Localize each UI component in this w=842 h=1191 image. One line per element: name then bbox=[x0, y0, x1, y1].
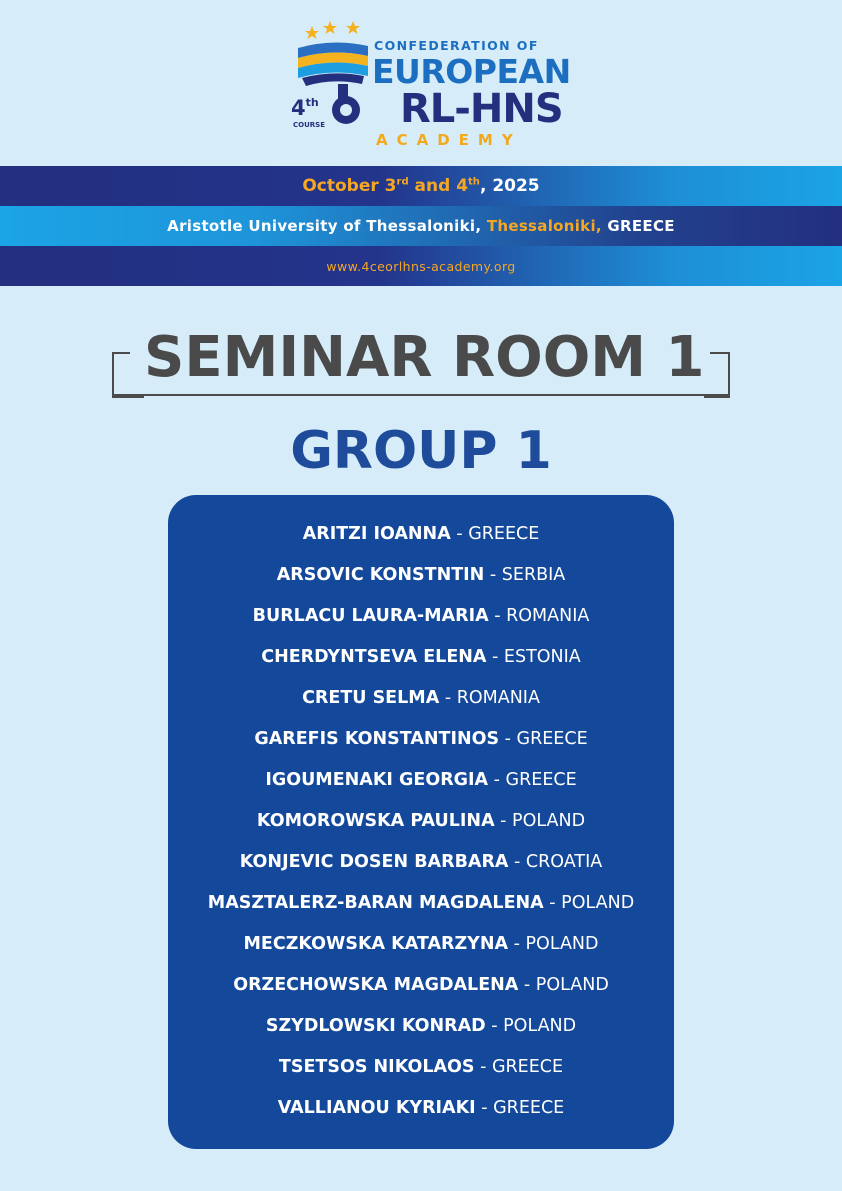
group-title: GROUP 1 bbox=[290, 421, 552, 481]
logo-course-label: COURSE bbox=[293, 121, 325, 129]
participant-country: - ROMANIA bbox=[488, 606, 590, 626]
participant-country: - GREECE bbox=[450, 524, 540, 544]
participant-row bbox=[168, 597, 674, 638]
participant-name: MECZKOWSKA KATARZYNA bbox=[243, 934, 509, 954]
participant-country: - CROATIA bbox=[508, 852, 603, 872]
logo-edition bbox=[291, 96, 319, 120]
date-sup-rd: rd bbox=[396, 176, 409, 188]
participant-country: - ESTONIA bbox=[486, 647, 581, 667]
participant-country: - POLAND bbox=[494, 811, 586, 831]
date-month: October 3 bbox=[302, 176, 397, 196]
participant-country: - GREECE bbox=[475, 1098, 565, 1118]
participant-name: ARSOVIC KONSTNTIN bbox=[276, 565, 485, 585]
participant-name: KOMOROWSKA PAULINA bbox=[256, 811, 495, 831]
star-icon bbox=[323, 21, 337, 34]
academy-logo bbox=[288, 18, 571, 153]
venue-university: Aristotle University of Thessaloniki, bbox=[167, 217, 487, 235]
participant-row bbox=[168, 843, 674, 884]
venue-banner bbox=[0, 206, 842, 246]
date-banner bbox=[0, 166, 842, 206]
participant-name: VALLIANOU KYRIAKI bbox=[277, 1098, 476, 1118]
participant-name: SZYDLOWSKI KONRAD bbox=[265, 1016, 486, 1036]
participant-country: - GREECE bbox=[499, 729, 588, 749]
room-title: SEMINAR ROOM 1 bbox=[130, 322, 710, 394]
participant-name: IGOUMENAKI GEORGIA bbox=[265, 770, 489, 790]
participant-country: - POLAND bbox=[485, 1016, 577, 1036]
participant-row bbox=[168, 638, 674, 679]
participant-name: CRETU SELMA bbox=[302, 688, 440, 708]
venue-country: GREECE bbox=[601, 217, 675, 235]
participants-panel bbox=[168, 495, 674, 1149]
logo-line-academy: ACADEMY bbox=[376, 131, 522, 149]
participant-country: - POLAND bbox=[518, 975, 609, 995]
participant-row bbox=[168, 925, 674, 966]
participant-row bbox=[168, 1007, 674, 1048]
edition-number: 4 bbox=[291, 96, 306, 120]
participant-name: ARITZI IOANNA bbox=[302, 524, 451, 544]
participants-list bbox=[168, 515, 674, 1130]
frame-bottom-line bbox=[112, 394, 730, 396]
participant-country: - POLAND bbox=[508, 934, 599, 954]
participant-row bbox=[168, 720, 674, 761]
participant-row bbox=[168, 515, 674, 556]
star-icon bbox=[346, 21, 360, 34]
participant-name: BURLACU LAURA-MARIA bbox=[252, 606, 489, 626]
date-sup-th: th bbox=[468, 176, 480, 188]
website-tld[interactable]: .org bbox=[489, 258, 516, 274]
date-and: and 4 bbox=[408, 176, 469, 196]
logo-line-european: EUROPEAN bbox=[372, 52, 571, 91]
logo-line-orl-hns-visible: RL-HNS bbox=[400, 86, 563, 132]
participant-country: - POLAND bbox=[543, 893, 635, 913]
participant-row bbox=[168, 1089, 674, 1130]
date-year: , 2025 bbox=[479, 176, 540, 196]
participant-country: - GREECE bbox=[474, 1057, 564, 1077]
participant-row bbox=[168, 1048, 674, 1089]
participant-row bbox=[168, 556, 674, 597]
participant-name: MASZTALERZ-BARAN MAGDALENA bbox=[207, 893, 544, 913]
logo-line-confederation: CONFEDERATION OF bbox=[374, 38, 539, 53]
venue-city: Thessaloniki, bbox=[486, 217, 602, 235]
participant-name: GAREFIS KONSTANTINOS bbox=[254, 729, 500, 749]
participant-name: TSETSOS NIKOLAOS bbox=[278, 1057, 475, 1077]
participant-name: KONJEVIC DOSEN BARBARA bbox=[239, 852, 509, 872]
participant-country: - SERBIA bbox=[484, 565, 566, 585]
participant-name: ORZECHOWSKA MAGDALENA bbox=[233, 975, 519, 995]
participant-row bbox=[168, 761, 674, 802]
website-domain[interactable]: www.4ceorlhns-academy bbox=[326, 258, 490, 274]
star-icon bbox=[305, 26, 319, 39]
participant-country: - ROMANIA bbox=[439, 688, 540, 708]
participant-row bbox=[168, 884, 674, 925]
participant-row bbox=[168, 679, 674, 720]
edition-suffix: th bbox=[305, 96, 319, 109]
participant-row bbox=[168, 966, 674, 1007]
website-banner[interactable] bbox=[0, 246, 842, 286]
participant-row bbox=[168, 802, 674, 843]
participant-name: CHERDYNTSEVA ELENA bbox=[261, 647, 487, 667]
participant-country: - GREECE bbox=[488, 770, 577, 790]
